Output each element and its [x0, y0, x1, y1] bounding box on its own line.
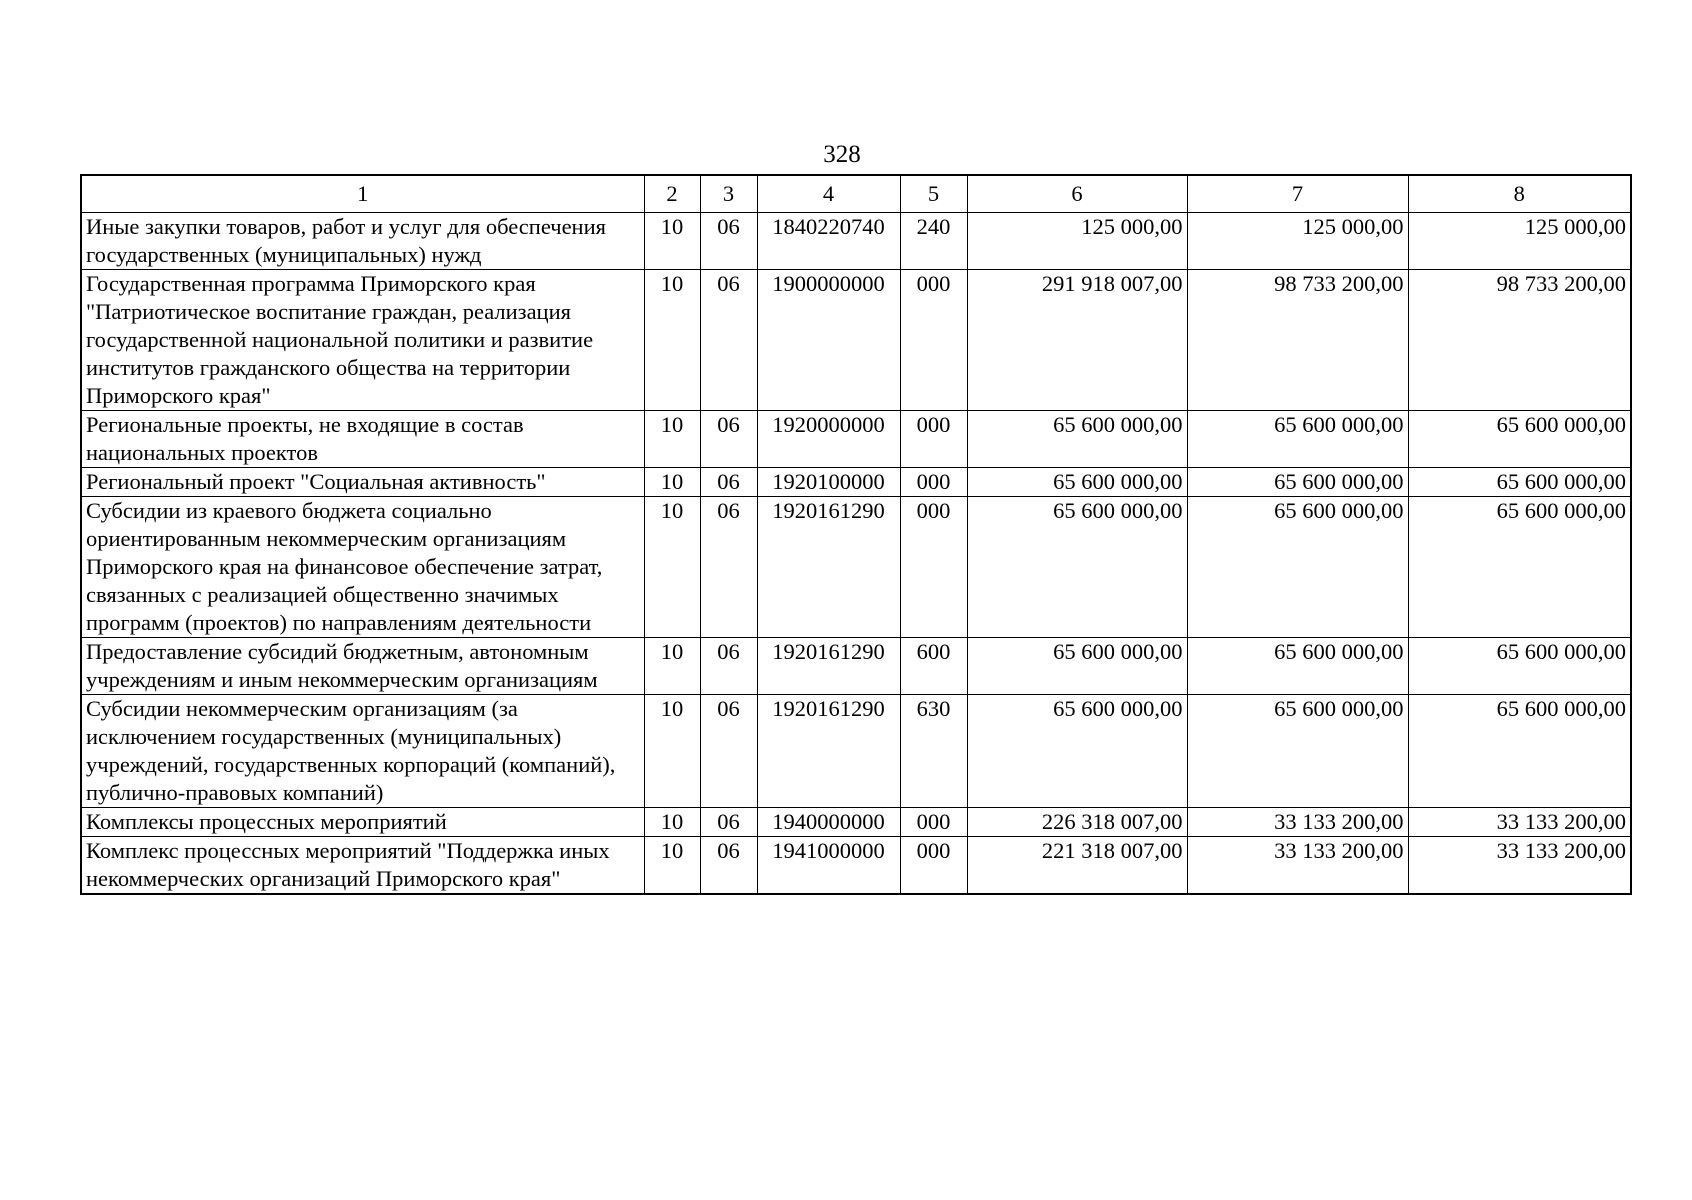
section-code: 10 [644, 497, 700, 638]
table-row [81, 638, 1631, 695]
table-row [81, 837, 1631, 895]
subsection-code: 06 [700, 468, 757, 497]
amount-col6: 65 600 000,00 [967, 411, 1187, 468]
page-number: 328 [823, 141, 861, 168]
row-name: Предоставление субсидий бюджетным, автономным учреждениям и иным некоммерческим организациям [81, 638, 644, 695]
amount-col6: 125 000,00 [967, 213, 1187, 270]
expense-type-code: 000 [900, 808, 967, 837]
amount-col7: 33 133 200,00 [1187, 808, 1408, 837]
amount-col6: 221 318 007,00 [967, 837, 1187, 895]
column-header: 5 [900, 175, 967, 213]
section-code: 10 [644, 638, 700, 695]
target-article-code: 1900000000 [757, 270, 900, 411]
amount-col8: 125 000,00 [1408, 213, 1631, 270]
amount-col7: 65 600 000,00 [1187, 638, 1408, 695]
row-name: Региональный проект "Социальная активность" [81, 468, 644, 497]
column-header: 6 [967, 175, 1187, 213]
expense-type-code: 240 [900, 213, 967, 270]
amount-col8: 33 133 200,00 [1408, 837, 1631, 895]
target-article-code: 1920000000 [757, 411, 900, 468]
column-header: 7 [1187, 175, 1408, 213]
expense-type-code: 000 [900, 411, 967, 468]
amount-col7: 125 000,00 [1187, 213, 1408, 270]
amount-col8: 65 600 000,00 [1408, 468, 1631, 497]
section-code: 10 [644, 213, 700, 270]
amount-col7: 65 600 000,00 [1187, 695, 1408, 808]
table-row [81, 270, 1631, 411]
table-row [81, 411, 1631, 468]
row-name: Региональные проекты, не входящие в состав национальных проектов [81, 411, 644, 468]
subsection-code: 06 [700, 213, 757, 270]
subsection-code: 06 [700, 808, 757, 837]
target-article-code: 1920161290 [757, 638, 900, 695]
target-article-code: 1920161290 [757, 695, 900, 808]
row-name: Иные закупки товаров, работ и услуг для обеспечения государственных (муниципальных) нужд [81, 213, 644, 270]
table-row [81, 468, 1631, 497]
section-code: 10 [644, 808, 700, 837]
subsection-code: 06 [700, 411, 757, 468]
row-name: Субсидии из краевого бюджета социально ориентированным некоммерческим организациям Приморского края на финансовое обеспечение затрат, связанных с реализацией общественно значимых программ (проектов) по направлениям деятельности [81, 497, 644, 638]
section-code: 10 [644, 468, 700, 497]
expense-type-code: 000 [900, 270, 967, 411]
subsection-code: 06 [700, 638, 757, 695]
expense-type-code: 000 [900, 468, 967, 497]
column-header: 3 [700, 175, 757, 213]
amount-col8: 65 600 000,00 [1408, 497, 1631, 638]
amount-col7: 33 133 200,00 [1187, 837, 1408, 895]
amount-col7: 65 600 000,00 [1187, 468, 1408, 497]
amount-col7: 98 733 200,00 [1187, 270, 1408, 411]
expense-type-code: 000 [900, 837, 967, 895]
target-article-code: 1920161290 [757, 497, 900, 638]
section-code: 10 [644, 837, 700, 895]
amount-col7: 65 600 000,00 [1187, 497, 1408, 638]
expense-type-code: 000 [900, 497, 967, 638]
column-header: 4 [757, 175, 900, 213]
subsection-code: 06 [700, 270, 757, 411]
amount-col8: 98 733 200,00 [1408, 270, 1631, 411]
table-row [81, 808, 1631, 837]
target-article-code: 1940000000 [757, 808, 900, 837]
amount-col6: 65 600 000,00 [967, 497, 1187, 638]
expense-type-code: 600 [900, 638, 967, 695]
row-name: Комплексы процессных мероприятий [81, 808, 644, 837]
column-header: 1 [81, 175, 644, 213]
subsection-code: 06 [700, 837, 757, 895]
amount-col6: 65 600 000,00 [967, 695, 1187, 808]
subsection-code: 06 [700, 695, 757, 808]
table-row [81, 695, 1631, 808]
amount-col8: 33 133 200,00 [1408, 808, 1631, 837]
amount-col6: 65 600 000,00 [967, 468, 1187, 497]
section-code: 10 [644, 411, 700, 468]
table-row [81, 497, 1631, 638]
row-name: Комплекс процессных мероприятий "Поддержка иных некоммерческих организаций Приморского края" [81, 837, 644, 895]
amount-col8: 65 600 000,00 [1408, 695, 1631, 808]
expense-type-code: 630 [900, 695, 967, 808]
section-code: 10 [644, 695, 700, 808]
target-article-code: 1941000000 [757, 837, 900, 895]
section-code: 10 [644, 270, 700, 411]
row-name: Государственная программа Приморского края "Патриотическое воспитание граждан, реализация государственной национальной политики и развитие институтов гражданского общества на территории Приморского края" [81, 270, 644, 411]
amount-col6: 291 918 007,00 [967, 270, 1187, 411]
amount-col8: 65 600 000,00 [1408, 411, 1631, 468]
column-header: 2 [644, 175, 700, 213]
target-article-code: 1840220740 [757, 213, 900, 270]
amount-col6: 65 600 000,00 [967, 638, 1187, 695]
header-row [81, 175, 1631, 213]
target-article-code: 1920100000 [757, 468, 900, 497]
budget-table [80, 174, 1632, 895]
row-name: Субсидии некоммерческим организациям (за исключением государственных (муниципальных) учреждений, государственных корпораций (компаний), публично-правовых компаний) [81, 695, 644, 808]
amount-col8: 65 600 000,00 [1408, 638, 1631, 695]
column-header: 8 [1408, 175, 1631, 213]
table-row [81, 213, 1631, 270]
amount-col7: 65 600 000,00 [1187, 411, 1408, 468]
amount-col6: 226 318 007,00 [967, 808, 1187, 837]
subsection-code: 06 [700, 497, 757, 638]
